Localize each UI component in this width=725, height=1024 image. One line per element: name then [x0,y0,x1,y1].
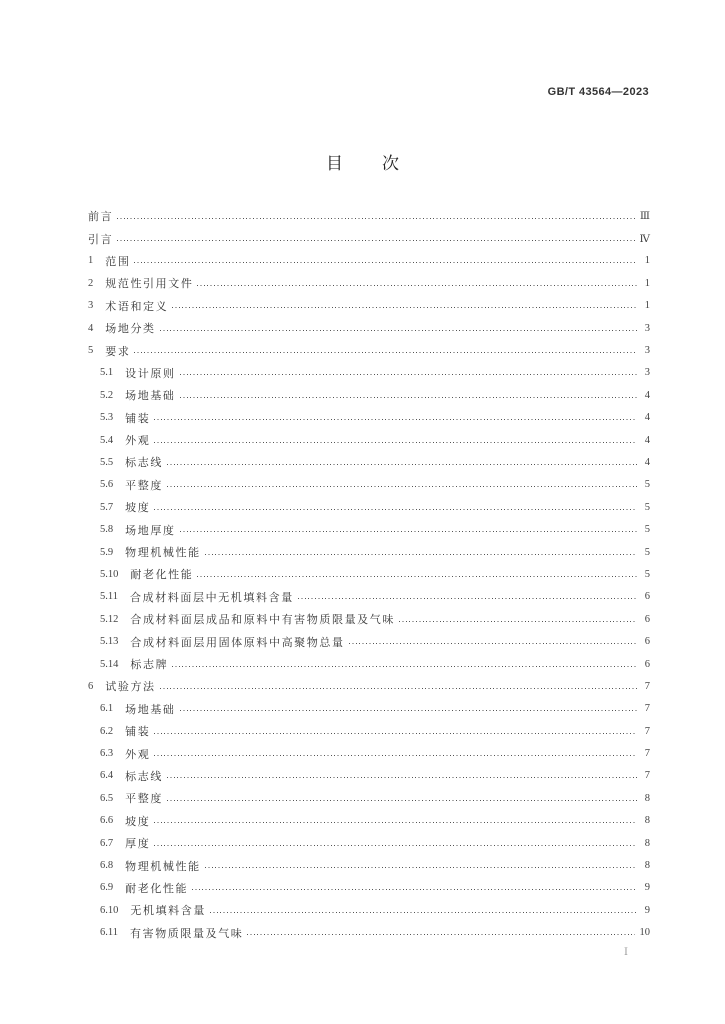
toc-entry-number: 5.10 [100,568,119,580]
toc-entry-page: 3 [644,322,650,334]
toc-entry-number: 5.2 [100,389,114,401]
toc-entry [88,563,650,585]
toc-entry-page: 10 [639,927,650,939]
toc-dot-leader [117,240,634,241]
toc-entry-page: 7 [644,770,650,782]
toc-entry-title: 术语和定义 [105,299,169,313]
toc-entry-page: 4 [644,434,650,446]
toc-dot-leader [192,889,637,890]
standard-number: GB/T 43564—2023 [547,86,649,98]
toc-entry-page: 8 [644,860,650,872]
toc-entry-number: 1 [88,255,94,267]
toc-entry-title: 范围 [105,254,131,268]
toc-dot-leader [134,262,637,263]
toc-entry [88,765,650,787]
toc-dot-leader [154,419,637,420]
toc-entry-page: 7 [644,748,650,760]
toc-entry-number: 6.6 [100,815,114,827]
toc-entry-number: 6 [88,680,94,692]
toc-dot-leader [172,666,637,667]
toc-entry-number: 5.4 [100,434,114,446]
footer-page-number: Ⅰ [624,947,628,958]
toc-entry-number: 6.2 [100,725,114,737]
toc-entry-page: 8 [644,792,650,804]
toc-entry [88,362,650,384]
toc-dot-leader [154,845,637,846]
toc-entry-title: 物理机械性能 [125,546,201,560]
toc-entry-number: 3 [88,300,94,312]
toc-entry [88,698,650,720]
toc-entry-page: 4 [644,389,650,401]
toc-entry-number: 6.1 [100,703,114,715]
toc-entry-page: 6 [644,636,650,648]
toc-entry [88,630,650,652]
toc-entry [88,295,650,317]
toc-entry-title: 标志线 [125,769,163,783]
toc-entry-page: 1 [644,300,650,312]
toc-dot-leader [167,464,637,465]
toc-entry [88,518,650,540]
toc-entry-title: 场地基础 [125,702,176,716]
toc-entry-page: 6 [644,613,650,625]
toc-entry-title: 耐老化性能 [125,881,189,895]
toc-dot-leader [197,285,637,286]
toc-entry-title: 场地厚度 [125,523,176,537]
toc-entry-title: 坡度 [125,814,151,828]
toc-entry-number: 5.14 [100,658,119,670]
toc-entry-number: 5.7 [100,501,114,513]
toc-entry-title: 无机填料含量 [130,904,206,918]
toc-entry-title: 外观 [125,434,151,448]
toc-dot-leader [167,777,637,778]
page-title: 目 次 [326,154,410,174]
toc-entry-page: 5 [644,479,650,491]
toc-entry [88,675,650,697]
toc-entry [88,227,650,249]
toc-entry-number: 5.5 [100,456,114,468]
toc-entry-page: 7 [644,725,650,737]
toc-entry-title: 标志线 [125,456,163,470]
toc-entry-page: 4 [644,412,650,424]
toc-entry-page: 5 [644,546,650,558]
toc-entry-number: 2 [88,277,94,289]
toc-entry-page: 5 [644,524,650,536]
toc-dot-leader [298,598,637,599]
toc-entry-number: 4 [88,322,94,334]
toc-entry-number: 5.11 [100,591,118,603]
toc-entry-number: 5.9 [100,546,114,558]
toc-entry [88,384,650,406]
toc-entry-number: 5.3 [100,412,114,424]
toc-entry [88,541,650,563]
toc-dot-leader [205,554,637,555]
toc-entry-page: 8 [644,837,650,849]
toc-dot-leader [134,352,637,353]
toc-dot-leader [117,218,635,219]
toc-dot-leader [210,912,637,913]
toc-dot-leader [154,442,637,443]
toc-entry-page: 5 [644,568,650,580]
toc-entry-page: 7 [644,703,650,715]
toc-entry [88,653,650,675]
toc-entry-page: Ⅲ [639,211,650,223]
toc-dot-leader [247,934,634,935]
toc-entry [88,250,650,272]
toc-entry [88,407,650,429]
toc-dot-leader [172,307,637,308]
toc-dot-leader [205,867,637,868]
toc-entry-page: 6 [644,591,650,603]
toc-entry [88,899,650,921]
toc-dot-leader [197,576,637,577]
toc-entry-page: 4 [644,456,650,468]
toc-entry-page: 3 [644,345,650,357]
toc-entry-page: 7 [644,680,650,692]
toc-entry-title: 铺装 [125,411,151,425]
toc-entry-title: 规范性引用文件 [105,277,194,291]
toc-entry-page: 1 [644,277,650,289]
toc-entry-number: 5 [88,345,94,357]
table-of-contents [88,205,650,944]
toc-dot-leader [167,800,637,801]
toc-entry-title: 铺装 [125,725,151,739]
toc-entry-number: 6.7 [100,837,114,849]
toc-entry-title: 合成材料面层用固体原料中高聚物总量 [130,635,345,649]
toc-dot-leader [154,755,637,756]
toc-entry-number: 6.8 [100,860,114,872]
toc-dot-leader [160,330,637,331]
toc-dot-leader [180,397,637,398]
toc-entry-title: 合成材料面层成品和原料中有害物质限量及气味 [130,613,395,627]
toc-entry-title: 坡度 [125,501,151,515]
toc-entry-number: 5.12 [100,613,119,625]
toc-entry [88,922,650,944]
toc-dot-leader [154,509,637,510]
toc-entry-number: 5.1 [100,367,114,379]
toc-entry-title: 标志牌 [130,658,169,671]
toc-entry-title: 平整度 [125,792,163,806]
toc-entry-number: 5.8 [100,524,114,536]
toc-entry-title: 厚度 [125,837,151,851]
toc-entry [88,810,650,832]
toc-entry [88,877,650,899]
toc-entry-number: 6.5 [100,792,114,804]
toc-entry-page: 5 [644,501,650,513]
toc-entry-number: 6.3 [100,748,114,760]
toc-entry-number: 5.6 [100,479,114,491]
toc-entry-title: 物理机械性能 [125,859,201,873]
toc-entry [88,205,650,227]
toc-dot-leader [399,621,637,622]
toc-entry-title: 引言 [88,232,114,246]
toc-entry-title: 合成材料面层中无机填料含量 [130,590,294,604]
toc-entry [88,608,650,630]
toc-entry-page: 9 [644,882,650,894]
toc-entry-title: 要求 [105,344,131,358]
toc-entry-title: 有害物质限量及气味 [130,926,244,940]
toc-entry [88,854,650,876]
toc-entry-title: 前言 [88,210,114,224]
toc-entry-number: 5.13 [100,636,119,648]
toc-entry-title: 外观 [125,747,151,761]
toc-entry-number: 6.10 [100,904,119,916]
toc-entry [88,496,650,518]
toc-dot-leader [154,733,637,734]
toc-entry [88,272,650,294]
toc-entry-number: 6.4 [100,770,114,782]
toc-entry-page: 6 [644,658,650,670]
toc-entry-title: 平整度 [125,478,163,492]
toc-entry [88,451,650,473]
toc-dot-leader [180,531,637,532]
toc-entry-page: 3 [644,367,650,379]
toc-dot-leader [160,688,637,689]
toc-entry [88,832,650,854]
toc-entry [88,720,650,742]
toc-entry-title: 耐老化性能 [130,568,194,582]
toc-entry-title: 场地分类 [105,322,156,336]
toc-entry [88,474,650,496]
toc-entry-title: 设计原则 [125,366,176,380]
toc-entry-page: 9 [644,904,650,916]
toc-entry [88,339,650,361]
toc-dot-leader [180,374,637,375]
toc-dot-leader [154,822,637,823]
toc-entry-page: Ⅳ [639,233,650,245]
toc-entry [88,317,650,339]
toc-dot-leader [180,710,637,711]
toc-dot-leader [349,643,637,644]
toc-entry-title: 试验方法 [105,680,156,694]
toc-entry-number: 6.9 [100,882,114,894]
toc-entry [88,742,650,764]
toc-entry [88,586,650,608]
toc-entry-page: 8 [644,815,650,827]
toc-entry [88,429,650,451]
toc-dot-leader [167,486,637,487]
toc-entry-title: 场地基础 [125,389,176,403]
toc-entry [88,787,650,809]
toc-entry-number: 6.11 [100,927,118,939]
toc-entry-page: 1 [644,255,650,267]
